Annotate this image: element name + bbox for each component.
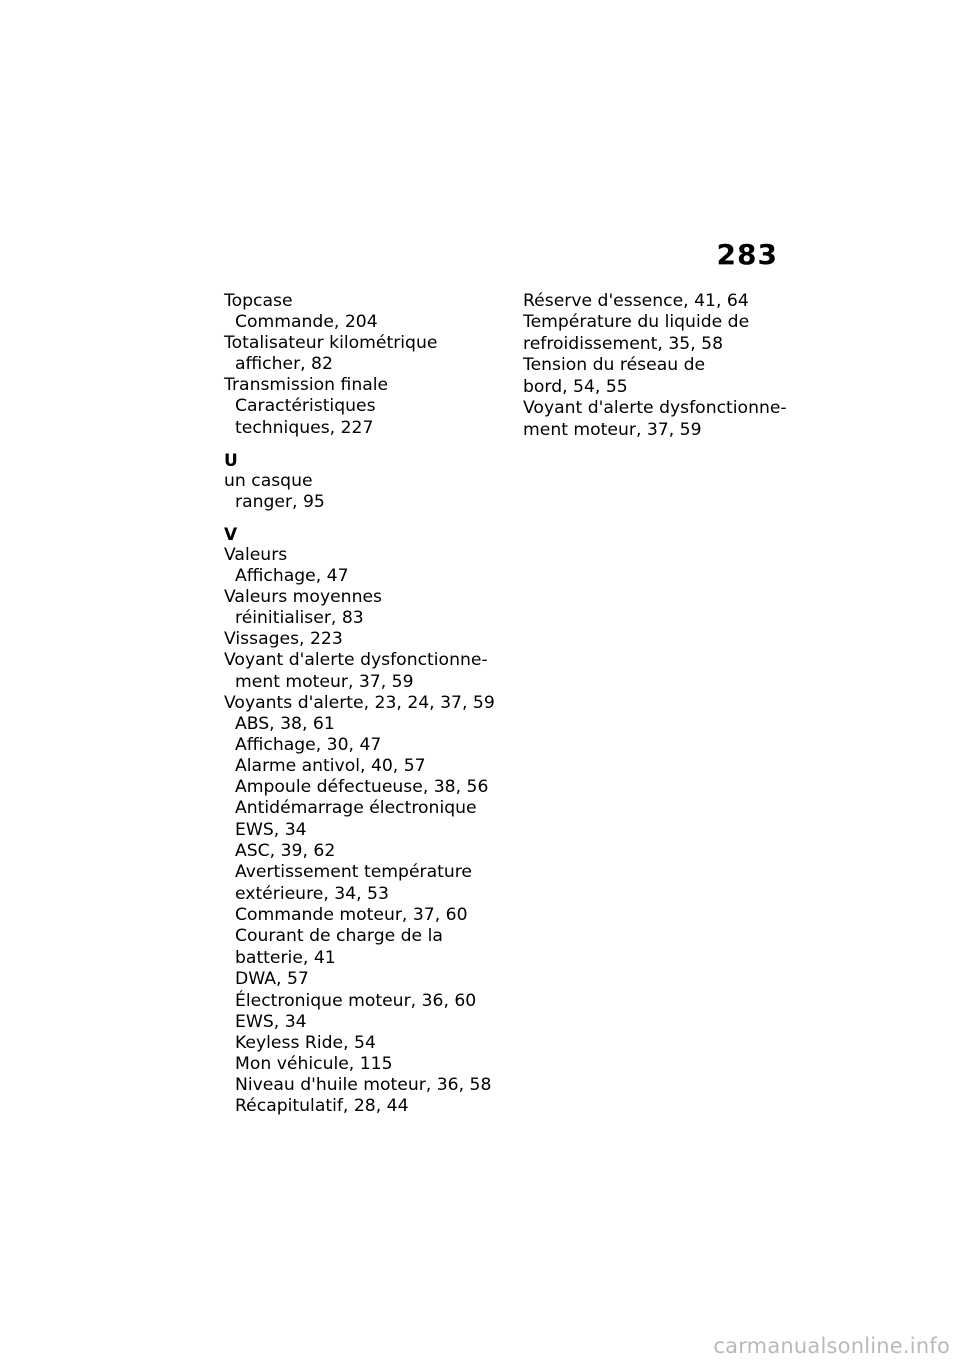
index-subentry: EWS, 34: [235, 1012, 307, 1032]
index-subentry: Caractéristiques: [235, 396, 376, 416]
index-subentry: Courant de charge de la: [235, 926, 443, 946]
index-subentry-continuation: batterie, 41: [235, 948, 336, 968]
index-entry: un casque: [224, 471, 313, 491]
index-subentry: Commande moteur, 37, 60: [235, 905, 468, 925]
index-subentry-continuation: EWS, 34: [235, 820, 307, 840]
index-subentry: Antidémarrage électronique: [235, 798, 477, 818]
index-entry: Totalisateur kilométrique: [224, 333, 438, 353]
index-subentry-continuation: techniques, 227: [235, 418, 374, 438]
index-entry: Topcase: [224, 291, 293, 311]
index-subentry: Mon véhicule, 115: [235, 1054, 393, 1074]
index-entry: Valeurs moyennes: [224, 587, 383, 607]
index-subentry: Keyless Ride, 54: [235, 1033, 376, 1053]
index-subentry-continuation: refroidissement, 35, 58: [523, 334, 724, 354]
index-subentry: afficher, 82: [235, 354, 333, 374]
index-subentry-continuation: bord, 54, 55: [523, 377, 628, 397]
index-entry: Vissages, 223: [224, 629, 343, 649]
index-subentry: Alarme antivol, 40, 57: [235, 756, 426, 776]
index-subentry: Tension du réseau de: [523, 355, 706, 375]
index-subentry: réinitialiser, 83: [235, 608, 364, 628]
index-subentry: DWA, 57: [235, 969, 309, 989]
index-subentry-continuation: ment moteur, 37, 59: [235, 672, 414, 692]
index-subentry: Ampoule défectueuse, 38, 56: [235, 777, 489, 797]
index-entry: Voyant d'alerte dysfonctionne-: [224, 650, 488, 670]
index-column-left: [224, 291, 514, 1117]
index-entry: Transmission finale: [224, 375, 389, 395]
index-subentry-continuation: Électronique moteur, 36, 60: [235, 991, 477, 1011]
index-section-letter: V: [224, 525, 238, 545]
index-subentry: Température du liquide de: [523, 312, 750, 332]
index-subentry: Niveau d'huile moteur, 36, 58: [235, 1075, 492, 1095]
index-subentry-continuation: extérieure, 34, 53: [235, 884, 389, 904]
index-subentry: Récapitulatif, 28, 44: [235, 1096, 409, 1116]
index-subentry: Commande, 204: [235, 312, 378, 332]
index-subentry: Affichage, 47: [235, 566, 349, 586]
index-subentry: ranger, 95: [235, 492, 325, 512]
index-entry: Valeurs: [224, 545, 288, 565]
watermark-link[interactable]: carmanualsonline.info: [713, 1334, 950, 1358]
index-subentry: Voyant d'alerte dysfonctionne-: [523, 398, 787, 418]
index-subentry: ASC, 39, 62: [235, 841, 336, 861]
index-subentry: Affichage, 30, 47: [235, 735, 382, 755]
page-number: 283: [716, 238, 778, 271]
index-subentry: Réserve d'essence, 41, 64: [523, 291, 749, 311]
index-section-letter: U: [224, 451, 238, 471]
index-subentry: ABS, 38, 61: [235, 714, 335, 734]
index-entry: Voyants d'alerte, 23, 24, 37, 59: [224, 693, 495, 713]
index-subentry-continuation: ment moteur, 37, 59: [523, 420, 702, 440]
index-column-right: [523, 291, 813, 441]
index-subentry: Avertissement température: [235, 862, 473, 882]
